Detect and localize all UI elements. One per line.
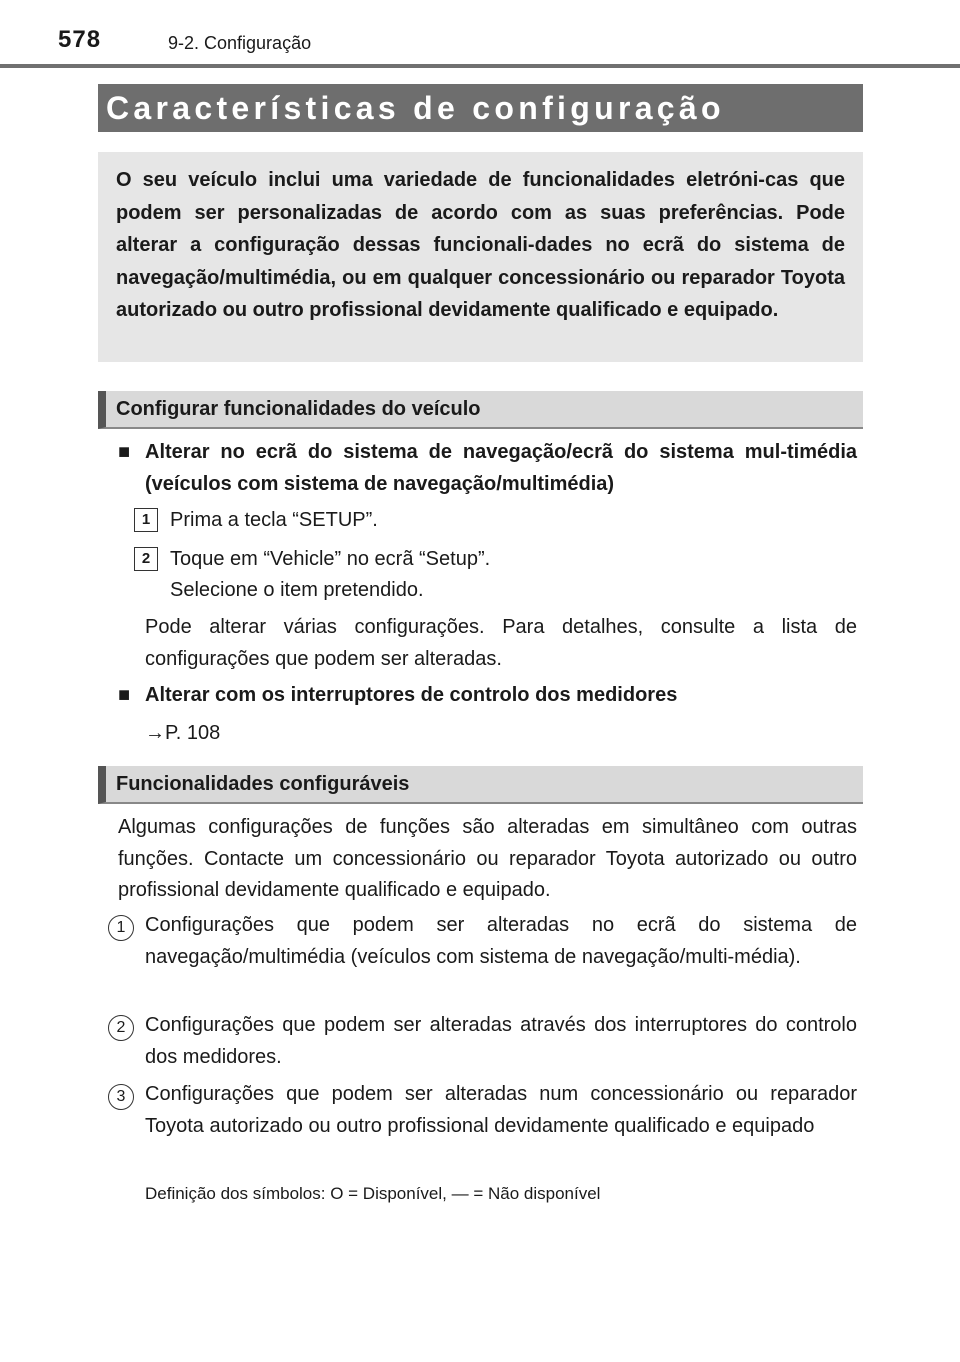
page-reference-link[interactable]: →P. 108	[145, 722, 221, 744]
section-heading-configurable	[98, 766, 863, 804]
bullet-meter-switches: Alterar com os interruptores de controlo dos medidores	[145, 684, 678, 706]
step-number-2: 2	[134, 547, 158, 571]
section-heading-configure	[98, 391, 863, 429]
intro-text: O seu veículo inclui uma variedade de funcionalidades eletróni-cas que podem ser personalizadas de acordo com as suas preferências. Pode alterar a configuração dessas funcionali-dades no ecrã do sistema de navegação/multimédia, ou em qualquer concessionário ou reparador Toyota autorizado ou outro profissional devidamente qualificado e equipado.	[116, 169, 845, 321]
square-bullet-icon: ■	[118, 441, 131, 463]
circle-number-1: 1	[108, 915, 134, 941]
step-number-1: 1	[134, 508, 158, 532]
bullet-navigation-heading: Alterar no ecrã do sistema de navegação/ecrã do sistema mul-timédia (veículos com sistema de navegação/multimédia)	[145, 441, 857, 495]
symbols-legend: Definição dos símbolos: O = Disponível, — = Não disponível	[145, 1184, 601, 1203]
page-title: Características de configuração	[106, 90, 725, 126]
step-text-2: Toque em “Vehicle” no ecrã “Setup”.	[170, 548, 491, 570]
section-heading-label: Configurar funcionalidades do veículo	[116, 398, 481, 420]
title-bar	[98, 84, 863, 132]
configurable-intro: Algumas configurações de funções são alteradas em simultâneo com outras funções. Contacte um concessionário ou reparador Toyota autorizado ou outro profissional devidamente qualificado e equipado.	[118, 816, 857, 901]
circle-number-2: 2	[108, 1015, 134, 1041]
page-number: 578	[58, 26, 102, 53]
select-item-text: Selecione o item pretendido.	[170, 579, 424, 601]
step-text-1: Prima a tecla “SETUP”.	[170, 509, 378, 531]
circle-number-3: 3	[108, 1084, 134, 1110]
settings-note: Pode alterar várias configurações. Para detalhes, consulte a lista de configurações que podem ser alteradas.	[145, 616, 857, 670]
configurable-item-3: Configurações que podem ser alteradas num concessionário ou reparador Toyota autorizado ou outro profissional devidamente qualificado e equipado	[145, 1083, 857, 1137]
section-reference: 9-2. Configuração	[168, 33, 312, 53]
square-bullet-icon: ■	[118, 684, 131, 706]
intro-box	[98, 152, 863, 362]
configurable-item-1: Configurações que podem ser alteradas no ecrã do sistema de navegação/multimédia (veículos com sistema de navegação/multi-média).	[145, 914, 857, 968]
header-divider	[0, 64, 960, 68]
configurable-item-2: Configurações que podem ser alteradas através dos interruptores do controlo dos medidores.	[145, 1014, 857, 1068]
section-heading-label: Funcionalidades configuráveis	[116, 773, 410, 795]
